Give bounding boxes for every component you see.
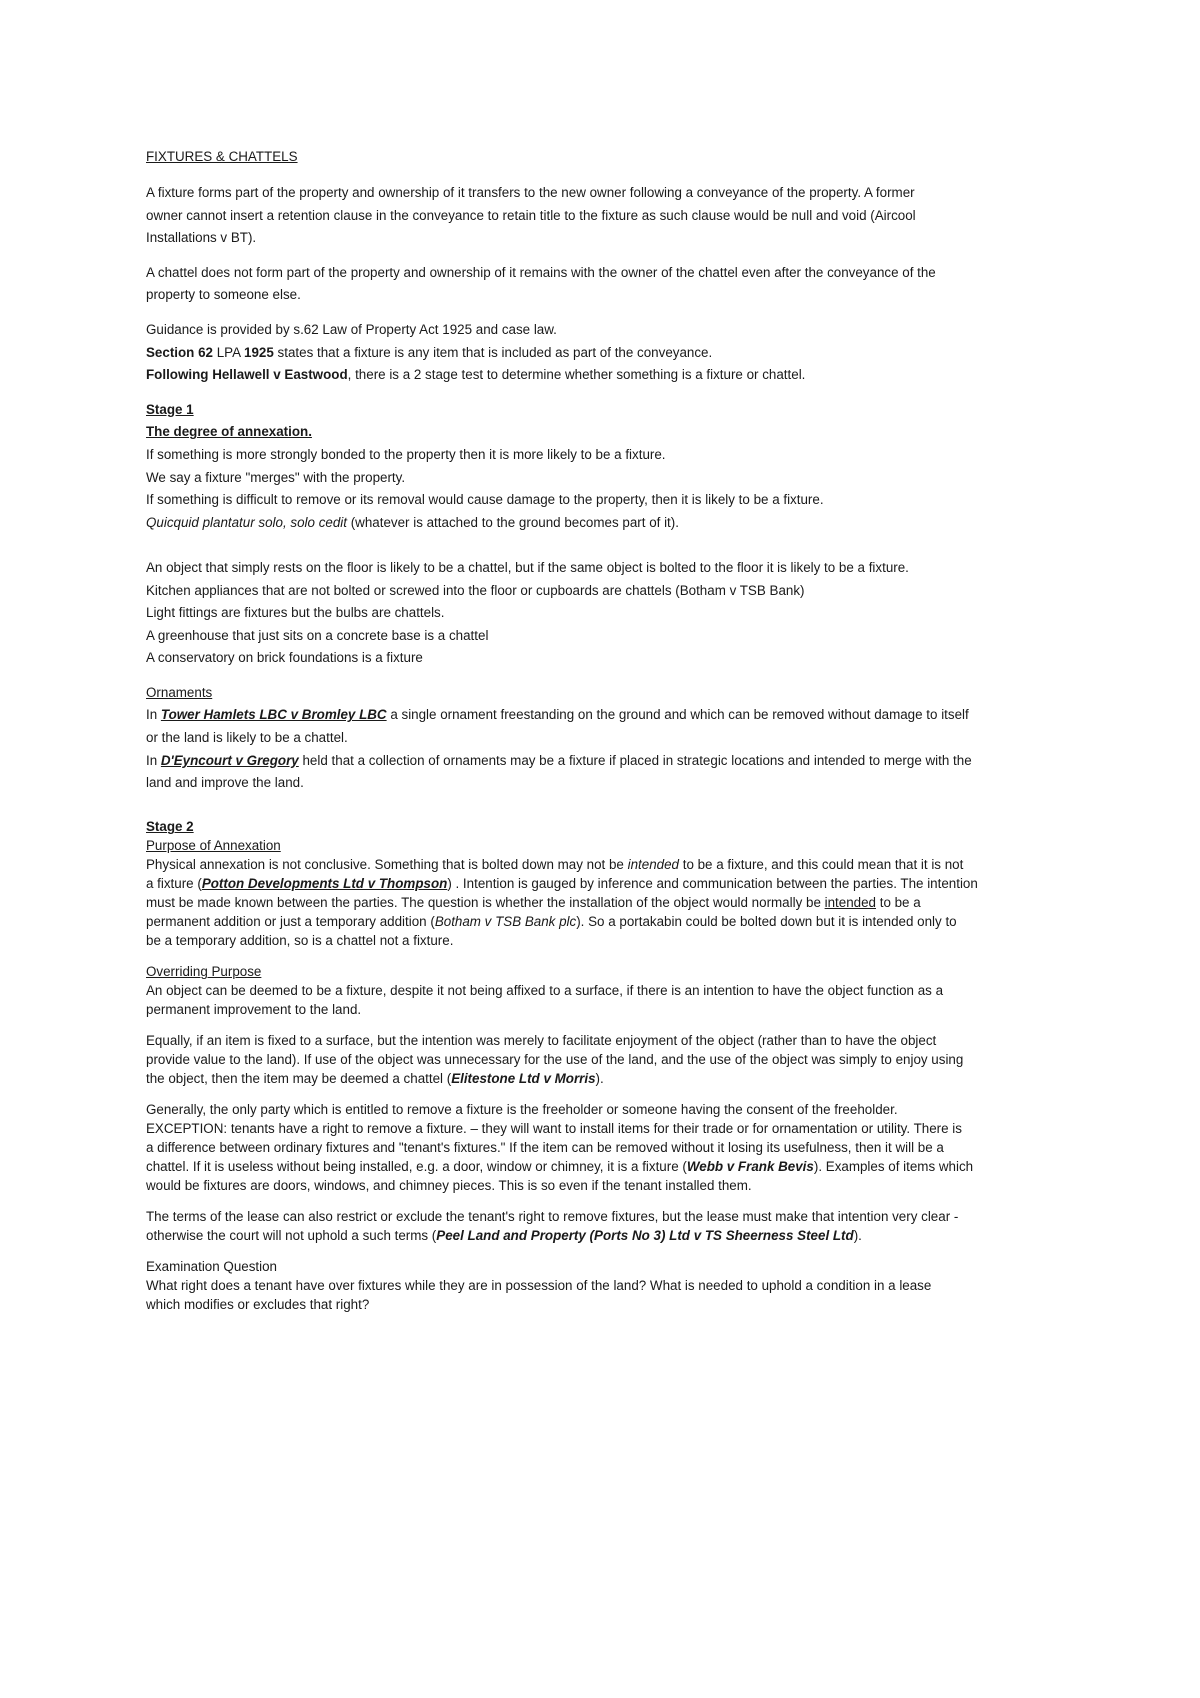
text-line <box>146 874 1066 893</box>
text-line: What right does a tenant have over fixtures while they are in possession of the land? What is needed to uphold a condition in a lease <box>146 1278 932 1294</box>
section-62-bold: Section 62 <box>146 344 213 360</box>
text-span: a single ornament freestanding on the ground and which can be removed without damage to itself <box>386 707 969 723</box>
section-62-line <box>146 342 1066 365</box>
intro-paragraph-chattel <box>146 262 1066 307</box>
text-line: We say a fixture "merges" with the property. <box>146 469 406 485</box>
case-botham: Botham v TSB Bank plc <box>434 914 577 930</box>
text-span: ) . Intention is gauged by inference and communication between the parties. The intention <box>447 876 978 892</box>
text-span: to be a fixture, and this could mean that it is not <box>679 857 964 873</box>
hellawell-line <box>146 364 1066 387</box>
case-hellawell: Following Hellawell v Eastwood <box>146 367 348 383</box>
document-page <box>146 146 1066 1314</box>
text-line: a difference between ordinary fixtures and "tenant's fixtures." If the item can be removed without it losing its usefulness, then it will be a <box>146 1140 944 1156</box>
stage-1-heading: Stage 1 <box>146 401 194 417</box>
text-span: a fixture ( <box>146 876 202 892</box>
text-span: ). So a portakabin could be bolted down but it is intended only to <box>576 914 957 930</box>
emphasis-intended: intended <box>627 857 679 873</box>
text-line: permanent improvement to the land. <box>146 1002 362 1018</box>
text-line: A fixture forms part of the property and ownership of it transfers to the new owner following a conveyance of the property. A former <box>146 185 915 200</box>
text-line: be a temporary addition, so is a chattel not a fixture. <box>146 933 454 949</box>
text-span: ). <box>853 1228 862 1244</box>
text-line <box>146 1226 1066 1245</box>
text-span: held that a collection of ornaments may be a fixture if placed in strategic locations and intended to merge with the <box>298 752 972 768</box>
text-line <box>146 893 1066 912</box>
stage-2-subheading: Purpose of Annexation <box>146 838 281 854</box>
text-span: must be made known between the parties. The question is whether the installation of the object would normally be <box>146 895 825 911</box>
text-line: An object can be deemed to be a fixture, despite it not being affixed to a surface, if there is an intention to have the object function as a <box>146 983 944 999</box>
text-line: If something is more strongly bonded to the property then it is more likely to be a fixture. <box>146 446 666 462</box>
text-line <box>146 855 1066 874</box>
text-line <box>146 1069 1066 1088</box>
ornaments-heading: Ornaments <box>146 684 213 700</box>
exam-heading: Examination Question <box>146 1259 278 1275</box>
text-span: ). <box>595 1071 604 1087</box>
text-span: In <box>146 752 161 768</box>
text-span: the object, then the item may be deemed a chattel ( <box>146 1071 452 1087</box>
text-line <box>146 1157 1066 1176</box>
year-bold: 1925 <box>244 344 274 360</box>
text-line: Equally, if an item is fixed to a surface, but the intention was merely to facilitate enjoyment of the object (rather than to have the object <box>146 1033 937 1049</box>
overriding-purpose-heading: Overriding Purpose <box>146 964 262 980</box>
case-tower-hamlets: Tower Hamlets LBC v Bromley LBC <box>160 707 387 723</box>
guidance-line: Guidance is provided by s.62 Law of Property Act 1925 and case law. <box>146 321 557 337</box>
text-line: EXCEPTION: tenants have a right to remove a fixture. – they will want to install items for their trade or for ornamentation or utility. There is <box>146 1121 962 1137</box>
text-line: If something is difficult to remove or its removal would cause damage to the property, then it is likely to be a fixture. <box>146 492 824 508</box>
text-span: Physical annexation is not conclusive. Something that is bolted down may not be <box>146 857 628 873</box>
stage-2-heading: Stage 2 <box>146 819 194 835</box>
text-line: would be fixtures are doors, windows, and chimney pieces. This is so even if the tenant installed them. <box>146 1178 752 1194</box>
intro-paragraph-fixture <box>146 182 1066 250</box>
text-span: states that a fixture is any item that is included as part of the conveyance. <box>273 344 713 360</box>
stage-1-subheading: The degree of annexation. <box>146 424 312 440</box>
text-line: which modifies or excludes that right? <box>146 1297 370 1313</box>
text-span: , there is a 2 stage test to determine whether something is a fixture or chattel. <box>347 367 806 383</box>
text-line <box>146 750 1066 773</box>
text-span: to be a <box>876 895 921 911</box>
text-line: Light fittings are fixtures but the bulbs are chattels. <box>146 605 445 621</box>
text-span: LPA <box>212 344 245 360</box>
text-line: provide value to the land). If use of the object was unnecessary for the use of the land, and the use of the object was simply to enjoy using <box>146 1052 964 1068</box>
case-peel: Peel Land and Property (Ports No 3) Ltd v TS Sheerness Steel Ltd <box>436 1228 854 1244</box>
text-span: (whatever is attached to the ground becomes part of it). <box>346 514 679 530</box>
text-line: land and improve the land. <box>146 775 304 791</box>
case-webb: Webb v Frank Bevis <box>686 1159 814 1175</box>
maxim-line <box>146 512 1066 535</box>
case-elitestone: Elitestone Ltd v Morris <box>451 1071 596 1087</box>
text-line: A greenhouse that just sits on a concrete base is a chattel <box>146 627 489 643</box>
text-span: permanent addition or just a temporary addition ( <box>146 914 435 930</box>
underlined-intended: intended <box>824 895 876 911</box>
case-potton: Potton Developments Ltd v Thompson <box>201 876 448 892</box>
document-title: FIXTURES & CHATTELS <box>146 149 298 164</box>
text-line: A conservatory on brick foundations is a fixture <box>146 650 423 666</box>
case-deyncourt: D'Eyncourt v Gregory <box>160 752 299 768</box>
text-line: An object that simply rests on the floor is likely to be a chattel, but if the same object is bolted to the floor it is likely to be a fixture. <box>146 559 909 575</box>
text-line: A chattel does not form part of the property and ownership of it remains with the owner of the chattel even after the conveyance of the <box>146 264 936 280</box>
text-span: otherwise the court will not uphold a such terms ( <box>146 1228 437 1244</box>
text-line: The terms of the lease can also restrict or exclude the tenant's right to remove fixtures, but the lease must make that intention very clear - <box>146 1209 959 1225</box>
text-span: chattel. If it is useless without being installed, e.g. a door, window or chimney, it is a fixture ( <box>146 1159 687 1175</box>
text-line <box>146 912 1066 931</box>
text-line: Installations v BT). <box>146 230 257 246</box>
text-line <box>146 704 1066 727</box>
text-span: In <box>146 707 161 723</box>
text-line: or the land is likely to be a chattel. <box>146 730 348 746</box>
text-line: Generally, the only party which is entitled to remove a fixture is the freeholder or someone having the consent of the freeholder. <box>146 1102 898 1118</box>
text-line: owner cannot insert a retention clause in the conveyance to retain title to the fixture as such clause would be null and void (Aircool <box>146 207 916 223</box>
latin-maxim: Quicquid plantatur solo, solo cedit <box>146 514 347 530</box>
text-line: property to someone else. <box>146 287 301 303</box>
text-line: Kitchen appliances that are not bolted or screwed into the floor or cupboards are chattels (Botham v TSB Bank) <box>146 582 805 598</box>
text-span: ). Examples of items which <box>813 1159 974 1175</box>
